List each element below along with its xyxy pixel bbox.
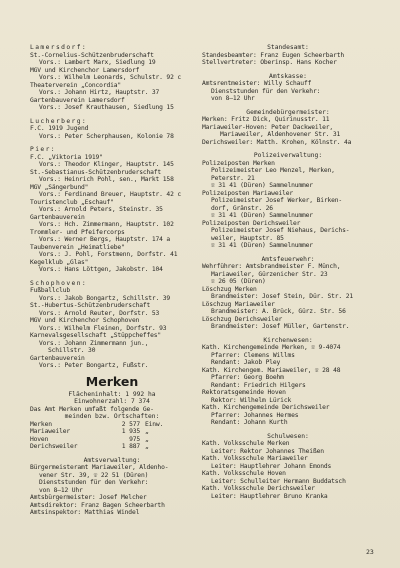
text-line: Gartenbauverein [30, 354, 85, 362]
text-line: Mariaweiler, Aldenhovener Str. 31 [220, 131, 341, 138]
text-line: meinden bzw. Ortschaften: [64, 413, 160, 420]
text-line: Polizeiposten Merken [202, 159, 275, 167]
text-line: Löschzug Merken [202, 285, 257, 293]
section-header: Schophoven: [30, 279, 88, 287]
text-line: Kegelklub „Glas" [30, 258, 89, 266]
text-line: Vors.: Hch. Zimmermann, Hauptstr. 102 [39, 221, 174, 228]
text-line: Brandmeister: Josef Stein, Dür. Str. 21 [211, 293, 354, 300]
text-line: Rendant: Friedrich Hilgers [211, 381, 306, 389]
text-line: Polizeiposten Mariaweiler [202, 189, 294, 197]
section-lamersdorf [30, 44, 194, 112]
section-polizeiverwaltung [202, 152, 374, 250]
text-line: Leiter: Schulleiter Hermann Buddatsch [211, 477, 346, 485]
place-unit: „ [145, 443, 149, 450]
text-line: Leiter: Hauptlehrer Johann Emonds [211, 462, 332, 470]
text-line: Kath. Volksschule Hoven [202, 470, 286, 477]
text-line: Polizeimeister Josef Werker, Birken- [211, 197, 343, 204]
section-lines [30, 464, 194, 517]
text-line: Vors.: Ferdinand Breuer, Hauptstr. 42 c [39, 191, 182, 198]
text-line: Kath. Kirchengem. Mariaweiler, ☏ 28 48 [202, 366, 341, 374]
text-line: Dienststunden für den Verkehr: [211, 87, 321, 95]
text-line: von 8–12 Uhr [211, 95, 255, 102]
place-row [30, 428, 194, 436]
left-column [30, 41, 194, 517]
text-line: F.C. 1919 Jugend [30, 125, 89, 132]
text-line: Taubenverein „Heimatliebe" [30, 243, 125, 251]
text-line: Leiter: Rektor Johannes Theißen [211, 447, 324, 455]
text-line: Wehrführer: Amtsbrandmeister F. Münch, [202, 263, 341, 270]
section-header: Kirchenwesen: [263, 336, 313, 344]
section-lines [202, 160, 374, 250]
text-line: Vors.: Josef Krauthausen, Siedlung 15 [39, 104, 174, 111]
text-line: St.-Sebastianus-Schützenbruderschaft [30, 168, 162, 176]
section-lines [202, 263, 374, 331]
text-line: Pfarrer: Clemens Willms [211, 351, 295, 359]
text-line: Vors.: J. Pohl, Forstmenn, Dorfstr. 41 [39, 251, 178, 258]
text-line: Kath. Kirchengemeinde Merken, ☏ 9-4074 [202, 344, 341, 351]
place-population: 1 887 [121, 443, 140, 450]
text-line: Polizeiposten Derichsweiler [202, 219, 301, 227]
text-line: Rendant: Johann Kurth [211, 419, 288, 426]
merken-stats [30, 391, 194, 421]
section-header: Gemeindebürgermeister: [246, 108, 330, 116]
section-header: Schulwesen: [267, 432, 309, 440]
place-unit: Einw. [145, 420, 164, 428]
text-line: Einwohnerzahl: 7 374 [74, 398, 150, 405]
text-line: Vors.: Wilhelm Leonards, Schulstr. 92 c [39, 74, 182, 81]
section-merken [30, 374, 194, 517]
text-line: ☏ 31 41 (Düren) Sammelnummer [211, 242, 313, 249]
text-line: von 8–12 Uhr [39, 486, 83, 494]
text-line: Amtsdirektor: Franz Bagen Scheerbarth [30, 501, 165, 509]
place-row [30, 443, 194, 451]
place-unit: „ [145, 428, 149, 435]
text-line: Merken: Fritz Dick, Quirinusstr. 11 [202, 116, 330, 123]
text-line: Rektoratsgemeinde Hoven [202, 389, 286, 396]
text-line: Rektor: Wilhelm Lürick [211, 396, 292, 404]
text-line: vener Str. 39, ☏ 22 51 (Düren) [39, 471, 149, 479]
text-line: Pfarrer: Georg Boehm [211, 374, 284, 381]
text-line: Flächeninhalt: 1 992 ha [68, 390, 156, 398]
right-column [202, 41, 374, 500]
section-header: Standesamt: [267, 44, 309, 51]
text-line: Peterstr. 21 [211, 174, 255, 182]
section-lines [30, 125, 194, 140]
text-line: Vors.: Johann Hirtz, Hauptstr. 37 [39, 89, 160, 96]
section-kirchenwesen [202, 337, 374, 427]
text-line: Rendant: Jakob Pley [211, 359, 281, 366]
text-line: Stellvertreter: Oberinsp. Hans Kocher [202, 59, 337, 66]
page-number: 23 [366, 548, 374, 556]
text-line: St.-Hubertus-Schützenbruderschaft [30, 302, 151, 309]
text-line: Touristenclub „Eschauf" [30, 198, 114, 206]
section-lines [202, 80, 374, 103]
text-line: Löschzug Mariaweiler [202, 300, 275, 308]
text-line: Polizeimeister Josef Niehaus, Derichs- [211, 227, 350, 234]
text-line: Gartenbauverein Lamersdorf [30, 96, 125, 104]
text-line: Karnevalsgesellschaft „Stüppcheffes" [30, 332, 162, 339]
place-population: 2 577 [121, 420, 140, 428]
text-line: Löschzug Derichsweiler [202, 315, 283, 323]
place-name: Mariaweiler [30, 428, 71, 435]
place-unit: „ [145, 435, 149, 443]
text-line: Pfarrer: Johannes Hermes [211, 411, 299, 419]
section-header: Lucherberg: [30, 117, 88, 125]
place-name: Derichsweiler [30, 443, 78, 450]
text-line: Trommler- und Pfeifercorps [30, 228, 125, 236]
section-lines [202, 344, 374, 427]
text-line: Brandmeister: A. Brück, Gürz. Str. 56 [211, 308, 346, 315]
section-lines [202, 440, 374, 500]
text-line: Das Amt Merken umfaßt folgende Ge- [30, 405, 154, 413]
text-line: weiler, Hauptstr. 85 [211, 234, 284, 242]
section-lines [202, 116, 374, 146]
section-lines [30, 52, 194, 112]
text-line: Kath. Volksschule Derichsweiler [202, 485, 315, 492]
section-header: Amtsfeuerwehr: [261, 255, 315, 263]
text-line: Vors.: Heinrich Pohl, sen., Markt 158 [39, 176, 174, 183]
text-line: Leiter: Hauptlehrer Bruno Kranka [211, 492, 328, 500]
text-line: Mariaweiler, Gürzenicher Str. 23 [211, 270, 328, 278]
text-line: Amtsbürgermeister: Josef Melcher [30, 494, 147, 501]
text-line: ☏ 31 41 (Düren) Sammelnummer [211, 182, 313, 189]
text-line: MGV und Kirchenchor Lamersdorf [30, 66, 140, 74]
text-line: Amtsinspektor: Matthias Windel [30, 509, 140, 516]
section-header: Amtskasse: [269, 72, 307, 80]
text-line: Vors.: Jakob Bongartz, Schillstr. 39 [39, 294, 171, 302]
place-name: Merken [30, 420, 52, 428]
text-line: MGV und Kirchenchor Schophoven [30, 317, 140, 324]
section-lines [30, 287, 194, 370]
place-row [30, 436, 194, 444]
text-line: Vors.: Arnold Peters, Steinstr. 35 [39, 206, 163, 213]
text-line: Kath. Kirchengemeinde Derichsweiler [202, 404, 330, 411]
text-line: Standesbeamter: Franz Eugen Scheerbarth [202, 51, 345, 59]
text-line: Mariaweiler-Hoven: Peter Dackweiler, [202, 123, 334, 131]
place-row [30, 421, 194, 429]
section-lucherberg [30, 118, 194, 141]
text-line: Kath. Volksschule Mariaweiler [202, 455, 308, 462]
text-line: MGV „Sängerbund" [30, 183, 89, 191]
text-line: St.-Cornelius-Schützenbruderschaft [30, 51, 154, 59]
text-line: Vors.: Lambert Marx, Siedlung 19 [39, 59, 156, 66]
text-line: Bürgermeisteramt Mariaweiler, Aldenho- [30, 464, 169, 471]
text-line: Dienststunden für den Verkehr: [39, 479, 149, 486]
section-schophoven [30, 280, 194, 370]
section-lines [30, 154, 194, 274]
text-line: Vors.: Johann Zimmermann jun., [39, 339, 149, 347]
place-population: 975 [129, 435, 140, 443]
text-line: Vors.: Peter Scherphausen, Kolonie 78 [39, 132, 174, 140]
section-header: Amtsverwaltung: [83, 456, 141, 464]
text-line: Theaterverein „Concordia" [30, 81, 122, 89]
text-line: Vors.: Werner Bergs, Hauptstr. 174 a [39, 236, 171, 243]
section-amtskasse [202, 73, 374, 103]
place-name: Hoven [30, 435, 49, 443]
section-amtsfeuerwehr [202, 256, 374, 331]
section-header: Pier: [30, 146, 56, 153]
text-line: Vors.: Theodor Klinger, Hauptstr. 145 [39, 161, 174, 168]
section-header: Lamersdorf: [30, 44, 88, 51]
section-lines [202, 52, 374, 67]
text-line: Kath. Volksschule Merken [202, 440, 290, 447]
text-line: Vors.: Wilhelm Fleinen, Dorfstr. 93 [39, 324, 167, 332]
text-line: Derichsweiler: Matth. Krohen, Kölnstr. 4a [202, 138, 352, 146]
text-line: Fußballclub [30, 287, 71, 294]
section-standesamt [202, 44, 374, 67]
place-population: 1 935 [121, 428, 140, 435]
merken-title: Merken [85, 373, 139, 389]
text-line: dorf, Gränstr. 26 [211, 204, 273, 212]
section-schulwesen [202, 433, 374, 501]
text-line: Polizeimeister Leo Menzel, Merken, [211, 167, 335, 174]
text-line: F.C. „Viktoria 1919" [30, 153, 103, 161]
text-line: Vors.: Arnold Reuter, Dorfstr. 53 [39, 309, 160, 317]
section-pier [30, 146, 194, 274]
text-line: Schillstr. 30 [48, 347, 96, 354]
text-line: Brandmeister: Josef Müller, Gartenstr. [211, 323, 350, 330]
text-line: ☏ 26 05 (Düren) [211, 278, 266, 285]
text-line: Amtsrentmeister: Willy Schauff [202, 80, 312, 87]
merken-places-table [30, 421, 194, 451]
text-line: Vors.: Peter Bongartz, Fußstr. [39, 362, 149, 369]
section-gemeindebuergermeister [202, 109, 374, 147]
text-line: ☏ 31 41 (Düren) Sammelnummer [211, 212, 313, 219]
text-line: Vors.: Hans Löttgen, Jakobstr. 104 [39, 266, 163, 273]
text-line: Gartenbauverein [30, 213, 85, 221]
section-header: Polizeiverwaltung: [253, 152, 323, 159]
